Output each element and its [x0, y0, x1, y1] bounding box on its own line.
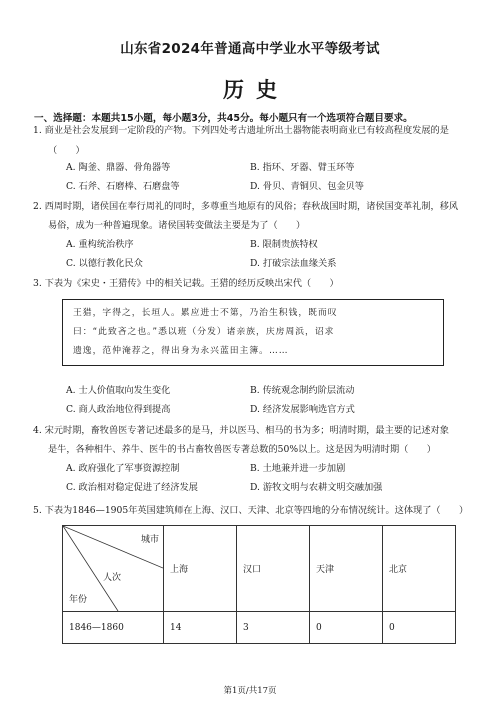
col-header-tianjin: 天津: [310, 526, 383, 612]
q1-option-c: C. 石斧、石磨棒、石磨盘等: [66, 181, 180, 192]
q3-option-d: D. 经济发展影响选官方式: [250, 404, 355, 415]
q4-option-a: A. 政府强化了军事资源控制: [66, 463, 180, 474]
q3-option-b: B. 传统观念制约阶层流动: [250, 385, 355, 396]
q2-option-d: D. 打破宗法血缘关系: [250, 258, 337, 269]
q3-quote-box: [62, 299, 444, 366]
q2-option-a: A. 重构统治秩序: [66, 239, 134, 250]
col-header-hankou: 汉口: [237, 526, 310, 612]
q3-option-a: A. 士人价值取向发生变化: [66, 385, 171, 396]
exam-title: 山东省2024年普通高中学业水平等级考试: [120, 41, 380, 57]
q3-option-c: C. 商人政治地位得到提高: [66, 404, 171, 415]
table-corner-cell: [63, 526, 164, 612]
table-header-row: [63, 526, 456, 612]
corner-year-label: 年份: [69, 595, 88, 605]
q1-option-b: B. 指环、牙器、臂玉环等: [250, 162, 355, 173]
corner-people-label: 人次: [103, 573, 122, 583]
q2-option-c: C. 以德行教化民众: [66, 258, 143, 269]
q2-option-b: B. 限制贵族特权: [250, 239, 318, 250]
q3-quote-line-2: 曰：“此致吝之也。”悉以班（分发）诸亲族，庆房周浜，诏求: [73, 327, 335, 337]
q4-option-b: B. 土地兼并进一步加剧: [250, 463, 346, 474]
q4-option-c: C. 政治相对稳定促进了经济发展: [66, 482, 198, 493]
row-value-hankou: 3: [237, 612, 310, 644]
q2-line-1: 2. 西周时期，诸侯国在奉行周礼的同时，多尊重当地原有的风俗；春秋战国时期，诸侯国变革礼制，移风: [33, 201, 459, 212]
q3-quote-line-1: 王猎，字得之，长垣人。累应进士不第，乃治生积钱，既而叹: [73, 308, 338, 318]
q5-table: [62, 525, 456, 644]
q2-line-2: 易俗，成为一种普遍现象。诸侯国转变做法主要是为了（ ）: [48, 220, 306, 231]
col-header-shanghai: 上海: [164, 526, 237, 612]
row-period: 1846—1860: [63, 612, 164, 644]
q3-quote-line-3: 遗逸，范仲淹荐之，得出身为永兴蓝田主簿。……: [73, 346, 289, 356]
page-footer: 第1页/共17页: [223, 686, 277, 696]
table-row: [63, 612, 456, 644]
q1-line-2: （ ）: [48, 145, 85, 156]
row-value-shanghai: 14: [164, 612, 237, 644]
q1-option-a: A. 陶釜、鼎器、骨角器等: [66, 162, 171, 173]
q4-line-2: 是牛，各种相牛、养牛、医牛的书占畜牧兽医专著总数的50%以上。这是因为明清时期（ ）: [48, 444, 436, 455]
q5-line-1: 5. 下表为1846—1905年英国建筑师在上海、汉口、天津、北京等四地的分布情况统计。这体现了（ ）: [33, 505, 469, 516]
q4-option-d: D. 游牧文明与农耕文明交融加强: [250, 482, 383, 493]
q4-line-1: 4. 宋元时期，畜牧兽医专著记述最多的是马，并以医马、相马的书为多；明清时期，最主要的记述对象: [33, 425, 449, 436]
row-value-tianjin: 0: [310, 612, 383, 644]
col-header-beijing: 北京: [383, 526, 456, 612]
row-value-beijing: 0: [383, 612, 456, 644]
q1-line-1: 1. 商业是社会发展到一定阶段的产物。下列四处考古遗址所出土器物能表明商业已有较高程度发展的是: [33, 125, 449, 136]
section-heading: 一、选择题：本题共15小题，每小题3分，共45分。每小题只有一个选项符合题目要求。: [34, 113, 413, 124]
subject-title: 历史: [223, 78, 289, 102]
q1-option-d: D. 骨贝、青铜贝、包金贝等: [250, 181, 364, 192]
corner-city-label: 城市: [141, 535, 160, 545]
q3-line-1: 3. 下表为《宋史・王猎传》中的相关记载。王猎的经历反映出宋代（ ）: [33, 278, 339, 289]
